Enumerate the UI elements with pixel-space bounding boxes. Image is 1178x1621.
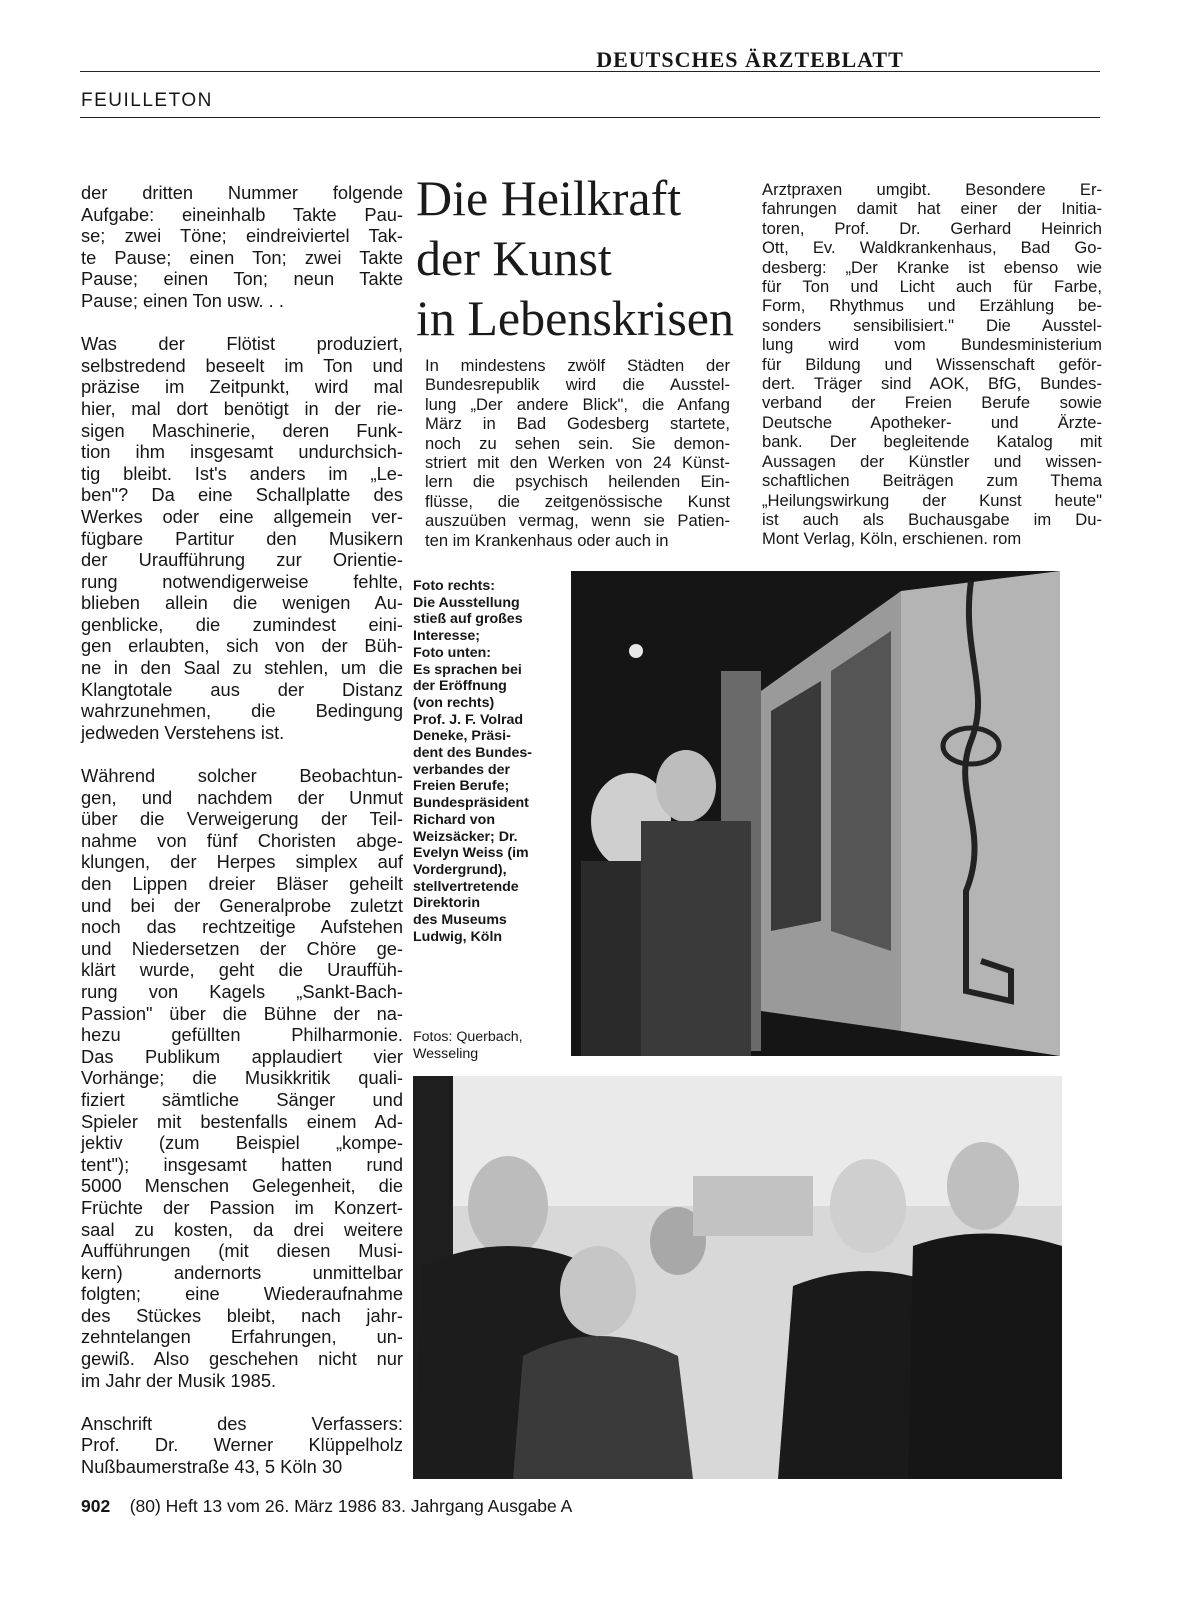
text-line: toren, Prof. Dr. Gerhard Heinrich bbox=[762, 218, 1102, 238]
text-line: der dritten Nummer folgende bbox=[81, 182, 403, 203]
caption-line: (von rechts) bbox=[413, 694, 495, 711]
text-line: „Heilungswirkung der Kunst heute" bbox=[762, 490, 1102, 510]
text-line: Mont Verlag, Köln, erschienen. rom bbox=[762, 529, 1022, 549]
caption-line: Die Ausstellung bbox=[413, 594, 520, 611]
text-line: Vorhänge; die Musikkritik quali- bbox=[81, 1067, 403, 1089]
text-line: im Jahr der Musik 1985. bbox=[81, 1369, 277, 1391]
headline-line: Die Heilkraft bbox=[416, 170, 682, 226]
paragraph-gap bbox=[81, 1391, 403, 1413]
text-line: bank. Der begleitende Katalog mit bbox=[762, 432, 1102, 452]
photo-credit bbox=[413, 1029, 523, 1062]
text-line: 5000 Menschen Gelegenheit, die bbox=[81, 1175, 403, 1197]
text-line: den Lippen dreier Bläser geheilt bbox=[81, 873, 403, 894]
caption-line: Weizsäcker; Dr. bbox=[413, 828, 518, 845]
text-line: sigen Maschinerie, deren Funk- bbox=[81, 419, 403, 441]
text-line: tion ihm insgesamt undurchsich- bbox=[81, 441, 403, 463]
text-line: Werkes oder eine allgemein ver- bbox=[81, 505, 403, 527]
article-headline bbox=[416, 168, 746, 348]
text-line: sonders sensibilisiert." Die Ausstel- bbox=[762, 315, 1102, 335]
text-line: Während solcher Beobachtun- bbox=[81, 765, 403, 787]
caption-line: stellvertretende bbox=[413, 878, 519, 895]
text-line: tig bleibt. Ist's anders im „Le- bbox=[81, 462, 403, 484]
paragraph bbox=[81, 1413, 403, 1478]
text-line: fiziert sämtliche Sänger und bbox=[81, 1088, 403, 1110]
caption-line: Evelyn Weiss (im bbox=[413, 845, 529, 862]
text-line: ist auch als Buchausgabe im Du- bbox=[762, 509, 1102, 529]
text-line: schaftlichen Beiträgen zum Thema bbox=[762, 471, 1102, 491]
text-line: nahme von fünf Choristen abge- bbox=[81, 829, 403, 851]
text-line: Arztpraxen umgibt. Besondere Er- bbox=[762, 180, 1102, 199]
text-line: ne in den Saal zu stehlen, um die bbox=[81, 657, 403, 679]
text-line: fügbare Partitur den Musikern bbox=[81, 527, 403, 549]
text-line: der Uraufführung zur Orientie- bbox=[81, 549, 403, 571]
text-line: striert mit den Werken von 24 Künst- bbox=[425, 453, 730, 473]
text-line: Nußbaumerstraße 43, 5 Köln 30 bbox=[81, 1456, 343, 1478]
text-line: se; zwei Töne; eindreiviertel Tak- bbox=[81, 225, 403, 247]
credit-line: Wesseling bbox=[413, 1045, 479, 1062]
text-line: Spieler mit bestenfalls einem Ad- bbox=[81, 1110, 403, 1132]
text-line: kern) andernorts unmittelbar bbox=[81, 1261, 403, 1283]
caption-line: stieß auf großes bbox=[413, 611, 523, 628]
text-line: Aussagen der Künstler und wissen- bbox=[762, 451, 1102, 471]
text-line: klungen, der Herpes simplex auf bbox=[81, 851, 403, 873]
page-footer bbox=[81, 1496, 572, 1517]
caption-line: Ludwig, Köln bbox=[413, 928, 503, 945]
text-line: Pause; einen Ton; neun Takte bbox=[81, 268, 403, 290]
text-line: Aufführungen (mit diesen Musi- bbox=[81, 1240, 403, 1262]
text-line: rung von Kagels „Sankt-Bach- bbox=[81, 980, 403, 1002]
right-column bbox=[762, 180, 1102, 549]
text-line: gen erlaubten, sich von der Büh- bbox=[81, 635, 403, 657]
text-line: und Niedersetzen der Chöre ge- bbox=[81, 937, 403, 959]
text-line: zehntelangen Erfahrungen, un- bbox=[81, 1326, 403, 1348]
text-line: Prof. Dr. Werner Klüppelholz bbox=[81, 1434, 403, 1456]
paragraph bbox=[81, 333, 403, 743]
credit-line: Fotos: Querbach, bbox=[413, 1029, 523, 1045]
caption-line: Prof. J. F. Volrad bbox=[413, 711, 524, 728]
text-line: Das Publikum applaudiert vier bbox=[81, 1045, 403, 1067]
caption-line: Vordergrund), bbox=[413, 861, 507, 878]
middle-column bbox=[425, 356, 730, 550]
section-rule bbox=[80, 117, 1100, 118]
caption-line: Foto rechts: bbox=[413, 578, 495, 594]
paragraph-gap bbox=[81, 312, 403, 334]
headline-line: der Kunst bbox=[416, 230, 612, 286]
text-line: für Ton und Licht auch für Farbe, bbox=[762, 277, 1102, 297]
text-line: hier, mal dort benötigt in der rie- bbox=[81, 397, 403, 419]
text-line: saal zu kosten, da drei weitere bbox=[81, 1218, 403, 1240]
text-line: Bundesrepublik wird die Ausstel- bbox=[425, 375, 730, 395]
text-line: Früchte der Passion im Konzert- bbox=[81, 1196, 403, 1218]
text-line: Ott, Ev. Waldkrankenhaus, Bad Go- bbox=[762, 238, 1102, 258]
paragraph-gap bbox=[81, 743, 403, 765]
text-line: Was der Flötist produziert, bbox=[81, 333, 403, 355]
text-line: des Stückes bleibt, nach jahr- bbox=[81, 1304, 403, 1326]
text-line: jedweden Verstehens ist. bbox=[81, 721, 285, 743]
caption-line: verbandes der bbox=[413, 761, 510, 778]
text-line: selbstredend beseelt im Ton und bbox=[81, 354, 403, 376]
text-line: über die Verweigerung der Teil- bbox=[81, 808, 403, 830]
paragraph bbox=[81, 182, 403, 312]
masthead-rule bbox=[80, 71, 1100, 72]
text-line: Anschrift des Verfassers: bbox=[81, 1412, 403, 1434]
paragraph bbox=[81, 765, 403, 1391]
text-line: verband der Freien Berufe sowie bbox=[762, 393, 1102, 413]
caption-line: Freien Berufe; bbox=[413, 778, 510, 795]
text-line: für Bildung und Wissenschaft geför- bbox=[762, 354, 1102, 374]
text-line: lung „Der andere Blick", die Anfang bbox=[425, 394, 730, 414]
caption-line: Foto unten: bbox=[413, 644, 492, 661]
text-line: fahrungen damit hat einer der Initia- bbox=[762, 199, 1102, 219]
text-line: lung wird vom Bundesministerium bbox=[762, 335, 1102, 355]
caption-line: Deneke, Präsi- bbox=[413, 728, 511, 745]
text-line: und bei der Generalprobe zuletzt bbox=[81, 894, 403, 916]
text-line: folgten; eine Wiederaufnahme bbox=[81, 1283, 403, 1305]
exhibition-photo bbox=[571, 571, 1060, 1056]
opening-photo-graphic bbox=[413, 1076, 1062, 1479]
text-line: Klangtotale aus der Distanz bbox=[81, 678, 403, 700]
text-line: lern die psychisch heilenden Ein- bbox=[425, 472, 730, 492]
text-line: In mindestens zwölf Städten der bbox=[425, 356, 730, 375]
text-line: Passion" über die Bühne der na- bbox=[81, 1002, 403, 1024]
text-line: genblicke, die zumindest eini- bbox=[81, 613, 403, 635]
text-line: ten im Krankenhaus oder auch in bbox=[425, 530, 669, 550]
headline-line: in Lebenskrisen bbox=[416, 290, 734, 346]
text-line: klärt wurde, geht die Urauffüh- bbox=[81, 959, 403, 981]
page-number: 902 bbox=[81, 1496, 111, 1516]
text-line: präzise im Zeitpunkt, wird mal bbox=[81, 376, 403, 398]
text-line: gewiß. Also geschehen nicht nur bbox=[81, 1348, 403, 1370]
text-line: März in Bad Godesberg startete, bbox=[425, 414, 730, 434]
caption-line: Es sprachen bei bbox=[413, 661, 522, 678]
text-line: Deutsche Apotheker- und Ärzte- bbox=[762, 412, 1102, 432]
caption-line: Direktorin bbox=[413, 895, 481, 912]
text-line: flüsse, die zeitgenössische Kunst bbox=[425, 491, 730, 511]
text-line: Form, Rhythmus und Erzählung be- bbox=[762, 296, 1102, 316]
caption-line: des Museums bbox=[413, 912, 507, 929]
text-line: desberg: „Der Kranke ist ebenso wie bbox=[762, 257, 1102, 277]
text-line: te Pause; einen Ton; zwei Takte bbox=[81, 246, 403, 268]
issue-info: (80) Heft 13 vom 26. März 1986 83. Jahrgang Ausgabe A bbox=[129, 1496, 573, 1516]
left-column bbox=[81, 182, 403, 1478]
caption-line: Richard von bbox=[413, 811, 495, 828]
text-line: tent"); insgesamt hatten rund bbox=[81, 1153, 403, 1175]
text-line: jektiv (zum Beispiel „kompe- bbox=[81, 1132, 403, 1154]
text-line: blieben allein die wenigen Au- bbox=[81, 592, 403, 614]
caption-line: Bundespräsident bbox=[413, 795, 529, 812]
text-line: hezu gefüllten Philharmonie. bbox=[81, 1024, 403, 1046]
caption-line: der Eröffnung bbox=[413, 678, 507, 695]
text-line: Pause; einen Ton usw. . . bbox=[81, 289, 284, 311]
text-line: noch das rechtzeitige Aufstehen bbox=[81, 916, 403, 938]
text-line: gen, und nachdem der Unmut bbox=[81, 786, 403, 808]
section-label: FEUILLETON bbox=[81, 90, 213, 111]
exhibition-photo-graphic bbox=[571, 571, 1060, 1056]
text-line: rung notwendigerweise fehlte, bbox=[81, 570, 403, 592]
text-line: auszuüben vermag, wenn sie Patien- bbox=[425, 511, 730, 531]
photo-caption bbox=[413, 578, 563, 945]
text-line: dert. Träger sind AOK, BfG, Bundes- bbox=[762, 374, 1102, 394]
caption-line: Interesse; bbox=[413, 628, 481, 645]
text-line: noch zu sehen sein. Sie demon- bbox=[425, 433, 730, 453]
text-line: wahrzunehmen, die Bedingung bbox=[81, 700, 403, 722]
masthead: DEUTSCHES ÄRZTEBLATT bbox=[596, 47, 904, 72]
text-line: ben"? Da eine Schallplatte des bbox=[81, 484, 403, 506]
text-line: Aufgabe: eineinhalb Takte Pau- bbox=[81, 203, 403, 225]
caption-line: dent des Bundes- bbox=[413, 745, 533, 762]
opening-photo bbox=[413, 1076, 1062, 1479]
